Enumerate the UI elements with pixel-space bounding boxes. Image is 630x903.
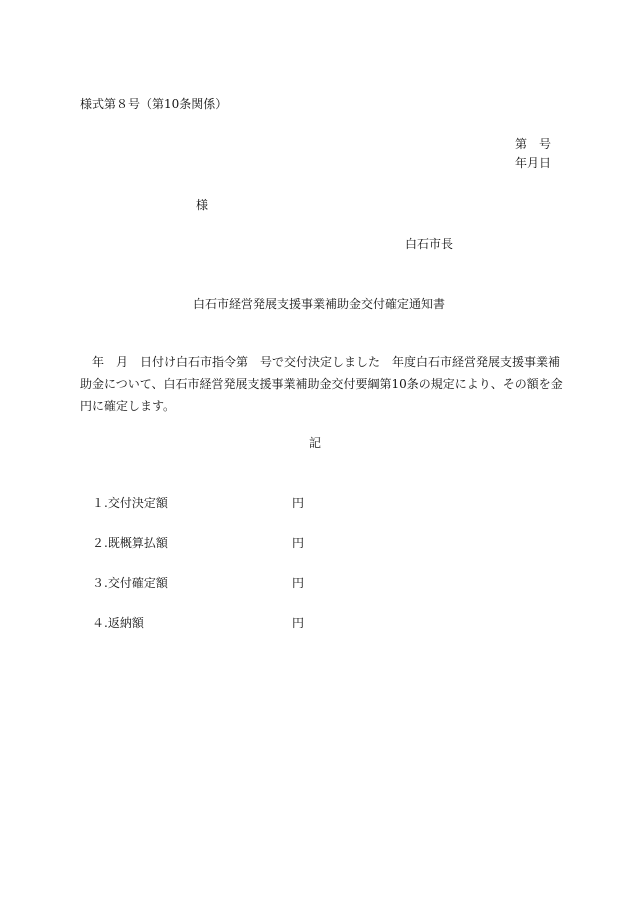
body-paragraph — [80, 351, 563, 417]
item-label: ３.交付確定額 — [92, 576, 168, 590]
body-line-2: 助金について、白石市経営発展支援事業補助金交付要綱第10条の規定により、その額を金 — [80, 377, 563, 391]
form-label: 様式第８号（第10条関係） — [80, 97, 228, 111]
issuer-name: 白石市長 — [405, 237, 454, 251]
item-unit: 円 — [292, 576, 305, 590]
body-line-1: 年 月 日付け白石市指令第 号で交付決定しました 年度白石市経営発展支援事業補 — [80, 355, 561, 369]
item-label: １.交付決定額 — [92, 496, 168, 510]
item-label: ４.返納額 — [92, 616, 144, 630]
item-unit: 円 — [292, 616, 305, 630]
item-label: ２.既概算払額 — [92, 536, 168, 550]
date-label: 年月日 — [514, 156, 551, 170]
item-unit: 円 — [292, 536, 305, 550]
doc-number-label: 第 号 — [514, 137, 551, 151]
ki-heading: 記 — [309, 436, 322, 450]
body-line-3: 円に確定します。 — [80, 399, 176, 413]
item-unit: 円 — [292, 496, 305, 510]
recipient-suffix: 様 — [196, 198, 209, 212]
document-title: 白石市経営発展支援事業補助金交付確定通知書 — [193, 297, 446, 311]
